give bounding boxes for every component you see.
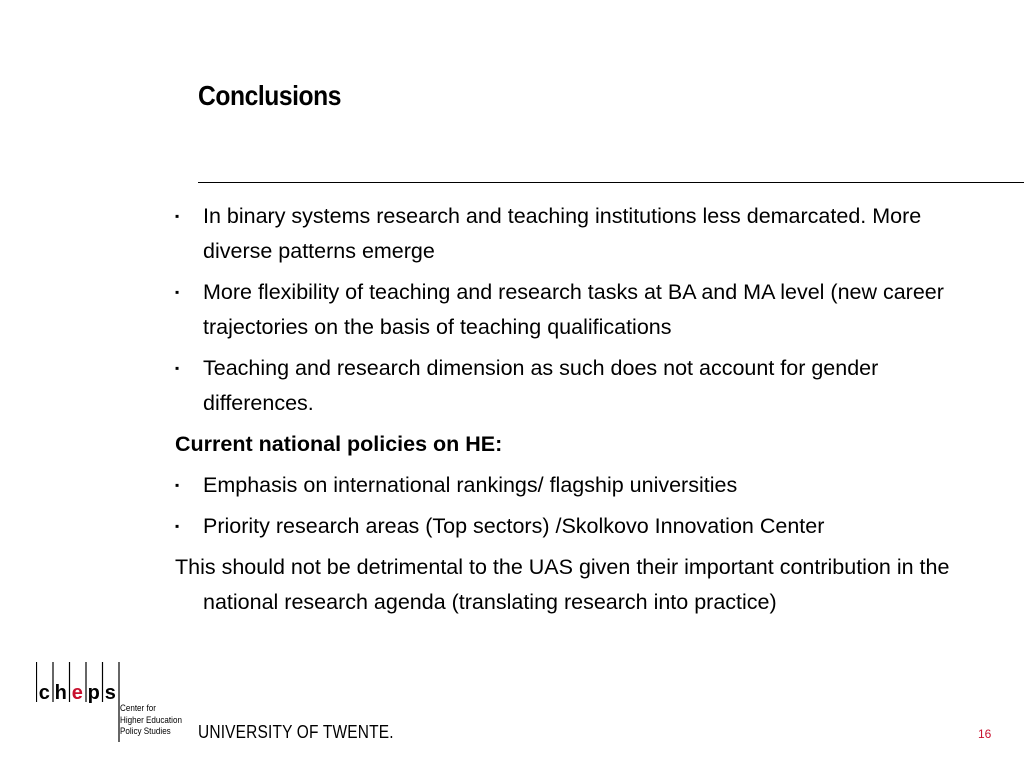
logo-letter: e	[71, 682, 83, 704]
logo-letter: c	[38, 682, 50, 704]
bullet-marker: ▪	[175, 519, 180, 533]
slide-title: Conclusions	[198, 80, 342, 111]
logo-letter: h	[54, 682, 67, 704]
bullet-text: Teaching and research dimension as such does not account for gender differences.	[203, 356, 879, 415]
bullet-marker: ▪	[175, 285, 180, 299]
bullet-item	[175, 351, 975, 421]
caption-line: Policy Studies	[120, 726, 171, 737]
section-heading: Current national policies on HE:	[175, 432, 503, 456]
bullet-item	[175, 509, 975, 544]
bullet-text: In binary systems research and teaching institutions less demarcated. More diverse patterns emerge	[203, 204, 922, 263]
bullet-marker: ▪	[175, 209, 180, 223]
university-name: UNIVERSITY OF TWENTE.	[198, 722, 394, 742]
bullet-item	[175, 199, 975, 269]
closing-paragraph: This should not be detrimental to the UAS given their important contribution in the national research agenda (translating research into practice)	[175, 555, 950, 614]
logo-letter: p	[87, 682, 100, 704]
bullet-marker: ▪	[175, 361, 180, 375]
bullet-text: Emphasis on international rankings/ flagship universities	[203, 473, 738, 497]
title-divider	[198, 182, 1024, 183]
caption-line: Center for	[120, 703, 156, 714]
caption-line: Higher Education	[120, 714, 182, 726]
bullet-item	[175, 468, 975, 503]
cheps-caption	[120, 703, 182, 738]
bullet-text: More flexibility of teaching and research tasks at BA and MA level (new career trajectories on the basis of teaching qualifications	[203, 280, 944, 339]
bullet-text: Priority research areas (Top sectors) /Skolkovo Innovation Center	[203, 514, 825, 538]
logo-letter: s	[104, 682, 116, 704]
bullet-marker: ▪	[175, 478, 180, 492]
bullet-item	[175, 275, 975, 345]
cheps-logo	[36, 682, 119, 705]
page-number: 16	[978, 727, 992, 741]
slide-body	[175, 199, 975, 620]
